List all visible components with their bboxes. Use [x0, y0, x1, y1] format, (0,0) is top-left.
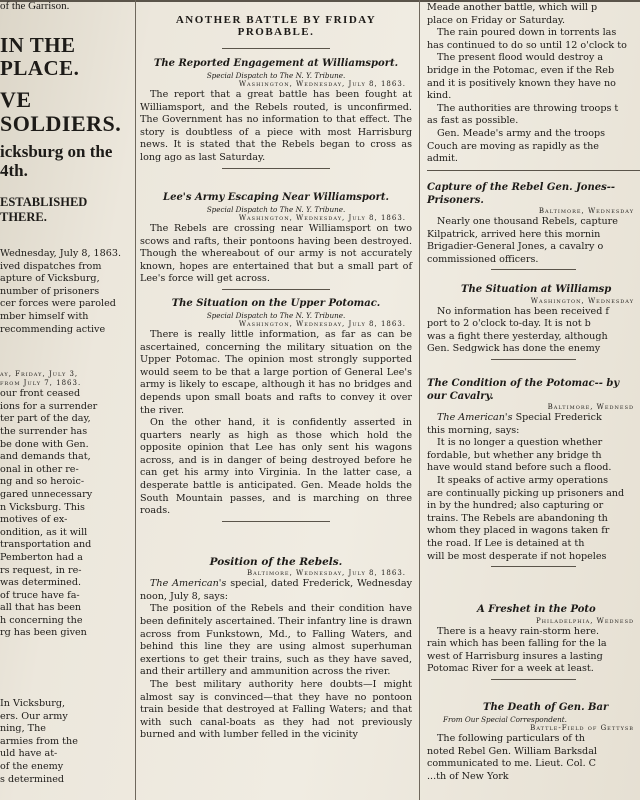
divider [491, 566, 576, 567]
article-death-barksdale: The Death of Gen. Bar From Our Special Correspondent. Battle-Field of Gettysb The following particulars of th noted Rebel Gen. William Barksdal communicated to me. Lieut. Col. C ...th of New York [427, 702, 634, 782]
left-column [0, 0, 132, 800]
article-situation-williamsport: The Situation at Williamsp Washington, Wednesday No information has been received f port to 2 o'clock to-day. It is not b was a fight there yesterday, although Gen. Sedgwick has done the enemy [427, 284, 640, 363]
article-condition-potomac: The Condition of the Potomac-- by our Cavalry. Baltimore, Wednesd The American's Special Frederick this morning, says: It is no longer a question whether fordable, but whether any bridge th have would stand before such a flood. It speaks of active army operations are continually picking up prisoners and in by the hundred; also capturing or trains. The Rebels are abandoning th whom they placed in wagons taken fr the road. If Lee is detained at th will be most desperate if not hopeles [427, 378, 640, 570]
left-article-a: Wednesday, July 8, 1863. ived dispatches from apture of Vicksburg, number of prisoners cer forces were paroled mber himself with recommending active [0, 248, 122, 335]
divider [427, 170, 640, 171]
center-column [140, 0, 416, 800]
article-lees-army-escaping: Lee's Army Escaping Near Williamsport. Special Dispatch to The N. Y. Tribune. Washington, Wednesday, July 8, 1863. The Rebels are crossing near Williamsport on two scows and rafts, their pontoons having been destroyed. Though the whereabout of our army is not accurately known, hopes are entertained that but a small part of Lee's force will get across. [140, 192, 412, 293]
banner-headline: ANOTHER BATTLE BY FRIDAY PROBABLE. [140, 14, 412, 52]
right-column [424, 0, 640, 800]
right-top-article: Meade another battle, which will p place on Friday or Saturday. The rain poured down in torrents las has continued to do so until 12 o'clock to The present flood would destroy a bridge in the Potomac, even if the Reb and it is positively known they have no kind. The authorities are throwing troops t as fast as possible. Gen. Meade's army and the troops Couch are moving as rapidly as the admit. [427, 2, 640, 175]
column-rule-left [135, 0, 136, 800]
article-upper-potomac: The Situation on the Upper Potomac. Special Dispatch to The N. Y. Tribune. Washington, Wednesday, July 8, 1863. There is really little information, as far as can be ascertained, concerning the military situation on the Upper Potomac. The opinion most strongly supported would seem to be that a large portion of General Lee's army is likely to escape, although it has no bridges and depends upon small boats and rafts to convey it over the river. On the other hand, it is confidently asserted in quarters nearly as high as those which hold the opposite opinion that Lee has only sent his wagons across, and is in danger of being destroyed before he can get his army into Virginia. In the latter case, a desperate battle is anticipated. Gen. Meade holds the South Mountain passes, and is marching on three roads. [140, 298, 412, 525]
article-position-of-rebels: Position of the Rebels. Baltimore, Wednesday, July 8, 1863. The American's special, dated Frederick, Wednesday noon, July 8, says: The position of the Rebels and their condition have been definitely ascertained. Their infantry line is drawn across from Funkstown, Md., to Falling Waters, and behind this line they are using almost superhuman exertions to get their trains, such as they have saved, and their artillery and ammunition across the river. The best military authority here doubts—I might almost say is convinced—that they have no pontoon train beside that destroyed at Falling Waters; and that with such canal-boats as they had not previously burned and with lumber felled in the vicinity [140, 556, 412, 741]
article-capture-jones: Capture of the Rebel Gen. Jones-- Prisoners. Baltimore, Wednesday Nearly one thousand Rebels, capture Kilpatrick, arrived here this mornin Brigadier-General Jones, a cavalry o commissioned officers. [427, 182, 640, 273]
divider [491, 359, 576, 360]
article-williamsport-engagement: The Reported Engagement at Williamsport. Special Dispatch to The N. Y. Tribune. Washington, Wednesday, July 8, 1863. The report that a great battle has been fought at Williamsport, and the Rebels routed, is unconfirmed. The Government has no information to that effect. The story is doubtless of a piece with most Harrisburg news. It is stated that the Rebels began to cross as long ago as last Saturday. [140, 58, 412, 172]
column-rule-right [419, 0, 420, 800]
headline-vicksburg: icksburg on the 4th. [0, 142, 113, 180]
divider [222, 521, 331, 522]
headline-in-the-place: IN THE PLACE. [0, 33, 80, 81]
headline-established: ESTABLISHED THERE. [0, 195, 88, 224]
headline-soldiers: VE SOLDIERS. [0, 87, 122, 137]
article-freshet: A Freshet in the Poto Philadelphia, Wednesd There is a heavy rain-storm here. rain which has been falling for the la west of Harrisburg insures a lasting Potomac River for a week at least. [427, 604, 640, 683]
left-article-c: In Vicksburg, ers. Our army ning, The armies from the uld have at- of the enemy s determined [0, 698, 78, 785]
left-article-b: ay, Friday, July 3, from July 7, 1863. our front ceased ions for a surrender ter part of the day, the surrender has be done with Gen. and demands that, onal in other re- ng and so heroic- gared unnecessary n Vicksburg. This motives of ex- ondition, as it will transportation and Pemberton had a rs request, in re- was determined. of truce have fa- all that has been h concerning the rg has been given [0, 370, 98, 639]
divider [491, 269, 576, 270]
left-top-line: of the Garrison. [0, 0, 70, 12]
divider [222, 289, 331, 290]
divider [222, 48, 331, 49]
divider [222, 168, 331, 169]
divider [491, 679, 576, 680]
